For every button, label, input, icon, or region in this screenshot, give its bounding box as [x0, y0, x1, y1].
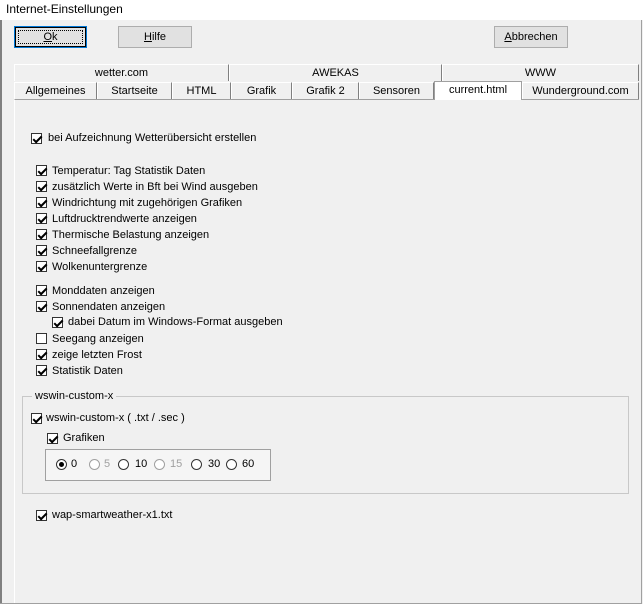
label-sun-data: Sonnendaten anzeigen: [52, 301, 166, 313]
help-mnemonic: H: [143, 31, 152, 43]
radio-label-10: 10: [135, 458, 148, 470]
tab-label: Allgemeines: [25, 85, 86, 97]
cancel-button[interactable]: [494, 26, 568, 48]
label-moon-data: Monddaten anzeigen: [52, 285, 155, 297]
tab-label: WWW: [524, 67, 557, 79]
tab-label: Sensoren: [372, 85, 421, 97]
label-snowfall-limit: Schneefallgrenze: [52, 245, 138, 257]
ok-button[interactable]: [14, 26, 87, 48]
checkbox-grafiken[interactable]: [47, 433, 58, 444]
label-wind-bft: zusätzlich Werte in Bft bei Wind ausgeben: [52, 181, 258, 193]
radio-label-60: 60: [242, 458, 255, 470]
ok-mnemonic: O: [43, 31, 53, 43]
radio-10[interactable]: [118, 459, 129, 470]
help-button[interactable]: [118, 26, 192, 48]
help-label-rest: ilfe: [151, 31, 166, 43]
checkbox-sea-state[interactable]: [36, 333, 47, 344]
label-pressure-trend: Luftdrucktrendwerte anzeigen: [52, 213, 197, 225]
checkbox-moon-data[interactable]: [36, 285, 47, 296]
radio-0[interactable]: [56, 459, 67, 470]
label-temperature-stats: Temperatur: Tag Statistik Daten: [52, 165, 206, 177]
checkbox-cloud-base[interactable]: [36, 261, 47, 272]
checkbox-sun-data[interactable]: [36, 301, 47, 312]
tab-startseite[interactable]: [97, 82, 172, 99]
tab-awekas[interactable]: [229, 64, 442, 81]
tab-grafik[interactable]: [231, 82, 292, 99]
label-thermal-load: Thermische Belastung anzeigen: [52, 229, 210, 241]
tab-label: Grafik 2: [306, 85, 345, 97]
radio-label-0: 0: [71, 458, 78, 470]
title-bar: [0, 0, 643, 20]
tab-wunderground[interactable]: [522, 82, 639, 99]
ok-label-rest: k: [52, 31, 58, 43]
tab-current-html[interactable]: [434, 81, 522, 100]
label-overview: bei Aufzeichnung Wetterübersicht erstellen: [48, 132, 257, 144]
label-cloud-base: Wolkenuntergrenze: [52, 261, 148, 273]
tab-label: current.html: [448, 84, 508, 96]
checkbox-smartweather[interactable]: [36, 510, 47, 521]
checkbox-statistics[interactable]: [36, 365, 47, 376]
label-statistics: Statistik Daten: [52, 365, 123, 377]
radio-label-5: 5: [104, 458, 111, 470]
label-smartweather: wap-smartweather-x1.txt: [52, 509, 173, 521]
checkbox-snowfall-limit[interactable]: [36, 245, 47, 256]
label-windows-date: dabei Datum im Windows-Format ausgeben: [68, 316, 283, 328]
tab-wetter-com[interactable]: [14, 64, 229, 81]
radio-5[interactable]: [89, 459, 100, 470]
tab-allgemeines[interactable]: [14, 82, 97, 99]
wswin-custom-group-title: wswin-custom-x: [32, 390, 116, 402]
radio-30[interactable]: [191, 459, 202, 470]
tab-www[interactable]: [442, 64, 639, 81]
tab-grafik-2[interactable]: [292, 82, 359, 99]
checkbox-wind-bft[interactable]: [36, 181, 47, 192]
tab-label: Startseite: [111, 85, 158, 97]
label-wswin-custom: wswin-custom-x ( .txt / .sec ): [46, 412, 185, 424]
checkbox-windows-date[interactable]: [52, 317, 63, 328]
window-title: Internet-Einstellungen: [6, 2, 123, 16]
label-wind-direction: Windrichtung mit zugehörigen Grafiken: [52, 197, 243, 209]
tab-label: Wunderground.com: [532, 85, 629, 97]
tab-html[interactable]: [172, 82, 231, 99]
checkbox-overview[interactable]: [31, 133, 42, 144]
tab-label: HTML: [186, 85, 217, 97]
tab-label: AWEKAS: [312, 67, 359, 79]
label-sea-state: Seegang anzeigen: [52, 333, 144, 345]
tab-label: wetter.com: [94, 67, 149, 79]
cancel-label-rest: bbrechen: [511, 31, 558, 43]
label-grafiken: Grafiken: [63, 432, 105, 444]
checkbox-pressure-trend[interactable]: [36, 213, 47, 224]
radio-60[interactable]: [226, 459, 237, 470]
checkbox-wind-direction[interactable]: [36, 197, 47, 208]
ok-focus-rect: [18, 30, 83, 44]
radio-label-30: 30: [208, 458, 221, 470]
tab-sensoren[interactable]: [359, 82, 434, 99]
tab-label: Grafik: [246, 85, 277, 97]
checkbox-thermal-load[interactable]: [36, 229, 47, 240]
cancel-mnemonic: A: [504, 31, 512, 43]
radio-label-15: 15: [170, 458, 183, 470]
checkbox-wswin-custom[interactable]: [31, 413, 42, 424]
checkbox-temperature-stats[interactable]: [36, 165, 47, 176]
radio-15[interactable]: [154, 459, 165, 470]
checkbox-last-frost[interactable]: [36, 349, 47, 360]
label-last-frost: zeige letzten Frost: [52, 349, 142, 361]
